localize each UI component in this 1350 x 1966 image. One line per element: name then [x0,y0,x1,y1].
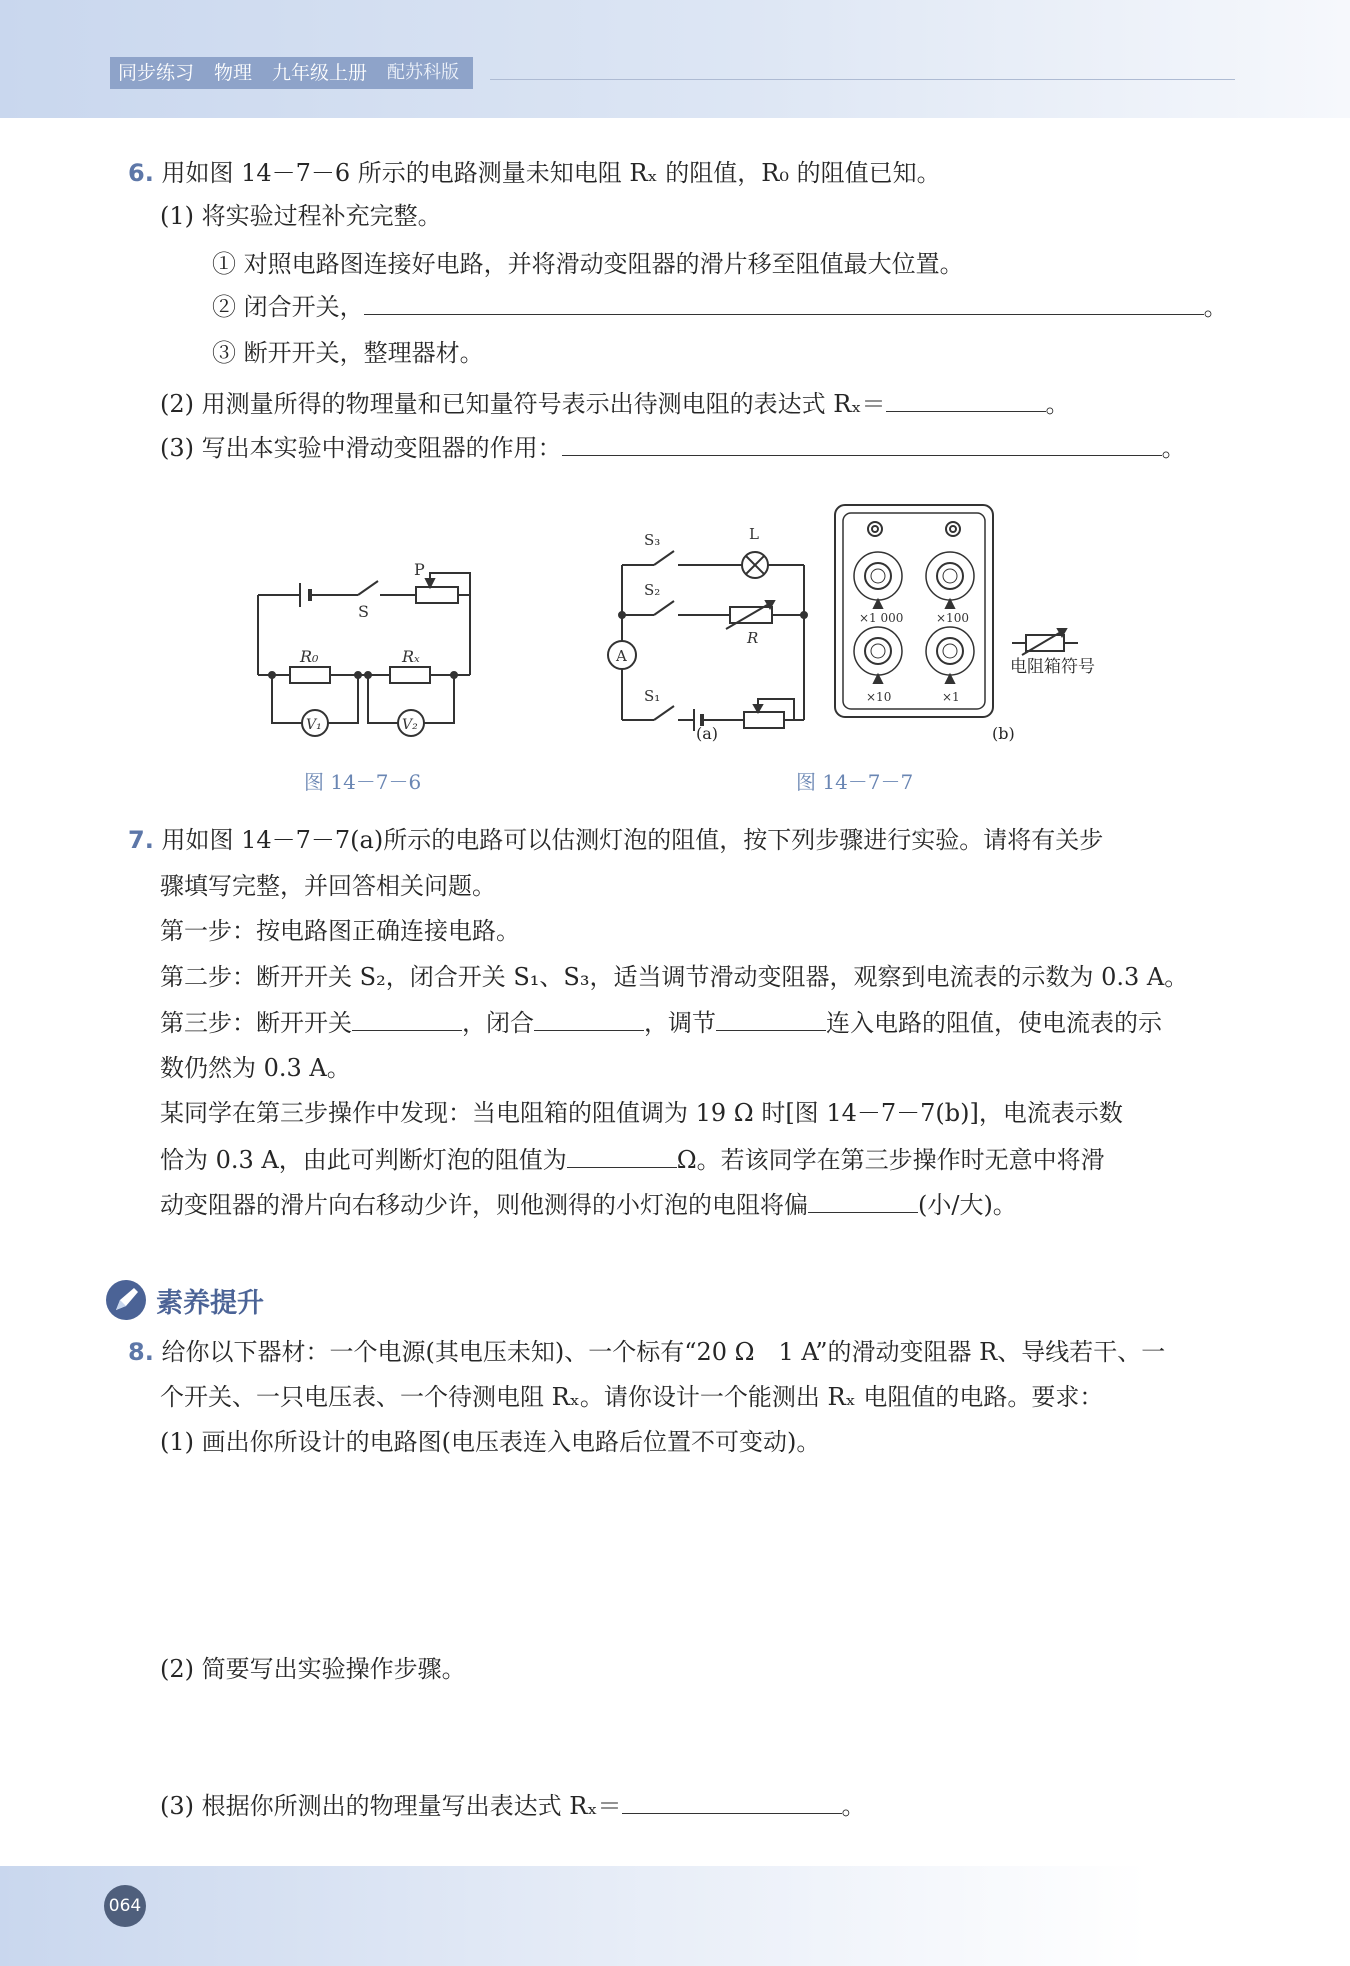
q6-step2-blank[interactable] [364,289,1204,315]
terminal-right [946,522,960,536]
terminal-left [868,522,882,536]
grade-label: 九年级上册 [272,62,368,84]
q6-part2-text: (2) 用测量所得的物理量和已知量符号表示出待测电阻的表达式 Rₓ＝ [160,390,886,418]
q8-line1 [128,1335,1165,1369]
q8-part3-end: 。 [841,1792,866,1820]
switch-s1-blade [654,706,674,720]
q7-line5-b: ，闭合 [462,1009,534,1037]
s3-label: S₃ [644,531,661,549]
q7-line3: 第一步：按电路图正确连接电路。 [160,917,520,945]
q7-number: 7. [128,826,154,854]
q6-part3-blank[interactable] [562,430,1162,456]
terminal-left-core [872,526,878,532]
box-label: R [747,629,759,647]
q6-step2 [212,289,1228,324]
rx-label: Rₓ [402,647,420,666]
q6-number: 6. [128,159,154,187]
q8-line2: 个开关、一只电压表、一个待测电阻 Rₓ。请你设计一个能测出 Rₓ 电阻值的电路。要求： [160,1383,1104,1411]
q8-part3 [160,1788,866,1823]
slider-arrow [754,705,762,712]
switch-label: S [358,602,369,621]
subject-label: 物理 [214,62,253,84]
q7-line4: 第二步：断开开关 S₂，闭合开关 S₁、S₃，适当调节滑动变阻器，观察到电流表的示数为 0.3 A。 [160,963,1189,991]
q7-blank-adjust[interactable] [716,1005,826,1031]
q7-blank-close-switch[interactable] [534,1005,644,1031]
q8-part3-blank[interactable] [622,1788,842,1814]
q7-line5-d: 连入电路的阻值，使电流表的示 [826,1009,1162,1037]
q7-line9-a: 动变阻器的滑片向右移动少许，则他测得的小灯泡的电阻将偏 [160,1191,808,1219]
q6-step2-end: 。 [1203,293,1228,321]
q7-line5-c: ，调节 [644,1009,716,1037]
slider-wire [430,573,470,595]
q8-part1: (1) 画出你所设计的电路图(电压表连入电路后位置不可变动)。 [160,1428,821,1456]
q6-part2-end: 。 [1045,390,1070,418]
multiplier-x100: ×100 [936,611,969,625]
q6-part3 [160,430,1186,465]
q7-line7: 某同学在第三步操作中发现：当电阻箱的阻值调为 19 Ω 时[图 14－7－7(b)]，电流表示数 [160,1099,1123,1127]
q6-part1: (1) 将实验过程补充完整。 [160,202,442,230]
figure-14-7-6-caption: 图 14－7－6 [304,770,422,794]
figure-14-7-7-caption: 图 14－7－7 [796,770,914,794]
slider-wire [758,699,794,720]
pencil-icon [106,1280,146,1320]
q8-part3-text: (3) 根据你所测出的物理量写出表达式 Rₓ＝ [160,1792,622,1820]
slider-arrow [426,579,434,587]
q7-blank-open-switch[interactable] [352,1005,462,1031]
multiplier-x1: ×1 [942,690,960,704]
header-rule [490,79,1235,80]
q7-line9-b: (小/大)。 [918,1191,1017,1219]
q8-line1-text: 给你以下器材：一个电源(其电压未知)、一个标有“20 Ω 1 A”的滑动变阻器 R、导线若干、一 [161,1338,1166,1366]
wire [328,675,358,723]
q6-step2-text: ② 闭合开关， [212,293,364,321]
switch-blade [358,581,378,595]
figure-14-7-7a-circuit [598,515,818,745]
q7-line6: 数仍然为 0.3 A。 [160,1054,351,1082]
resistance-box-symbol-label: 电阻箱符号 [1010,657,1095,677]
dial-x1 [926,627,974,683]
rheostat [416,587,458,603]
q7-line1-text: 用如图 14－7－7(a)所示的电路可以估测灯泡的阻值，按下列步骤进行实验。请将有关步 [161,826,1104,854]
q7-line5-a: 第三步：断开开关 [160,1009,352,1037]
page-number: 064 [104,1885,146,1927]
rheostat [744,712,784,728]
multiplier-x10: ×10 [866,690,892,704]
q7-line2: 骤填写完整，并回答相关问题。 [160,872,496,900]
dial-x10 [854,627,902,683]
slider-label: P [414,560,425,579]
figure-14-7-7b-resistance-box [833,503,1003,723]
resistor-rx [390,667,430,683]
q8-number: 8. [128,1338,154,1366]
q7-line8-b: Ω。若该同学在第三步操作时无意中将滑 [676,1146,1105,1174]
s2-label: S₂ [644,581,661,599]
switch-s3-blade [654,551,674,565]
switch-s2-blade [654,601,674,615]
q7-line1 [128,823,1103,857]
resistance-box-symbol [1012,625,1078,659]
dial-x1000 [854,552,902,608]
q7-blank-lamp-resistance[interactable] [567,1142,677,1168]
ammeter-label: A [616,647,627,665]
terminal-right-core [950,526,956,532]
q7-line5 [160,1005,1162,1040]
q6-part3-text: (3) 写出本实验中滑动变阻器的作用： [160,434,562,462]
q7-line9 [160,1187,1017,1222]
q7-line8 [160,1142,1105,1177]
q6-part3-end: 。 [1161,434,1186,462]
multiplier-x1000: ×1 000 [859,611,904,625]
q6-step1: ① 对照电路图连接好电路，并将滑动变阻器的滑片移至阻值最大位置。 [212,250,964,278]
q6-stem [128,156,941,190]
v1-label: V₁ [306,717,322,733]
figure-14-7-7b-sublabel: (b) [992,724,1015,743]
resistor-r0 [290,667,330,683]
r0-label: R₀ [300,647,319,666]
footer-band [0,1866,1350,1966]
q7-line8-a: 恰为 0.3 A，由此可判断灯泡的阻值为 [160,1146,567,1174]
q7-blank-bias[interactable] [808,1187,918,1213]
q6-stem-text: 用如图 14－7－6 所示的电路测量未知电阻 Rₓ 的阻值，R₀ 的阻值已知。 [161,159,941,187]
book-header [110,57,473,89]
q6-step3: ③ 断开开关，整理器材。 [212,339,484,367]
figure-14-7-6-circuit [240,545,480,745]
q6-part2-blank[interactable] [886,386,1046,412]
q8-part2: (2) 简要写出实验操作步骤。 [160,1655,466,1683]
dial-x100 [926,552,974,608]
edition-label: 配苏科版 [387,62,460,83]
v2-label: V₂ [402,717,418,733]
figure-14-7-7a-sublabel: (a) [696,724,719,743]
q6-part2 [160,386,1070,421]
section-header [106,1280,264,1320]
s1-label: S₁ [644,687,661,705]
resistance-box-arrow [726,601,774,629]
section-title: 素养提升 [156,1287,264,1319]
lamp-label: L [749,525,759,543]
series-label: 同步练习 [118,62,195,84]
